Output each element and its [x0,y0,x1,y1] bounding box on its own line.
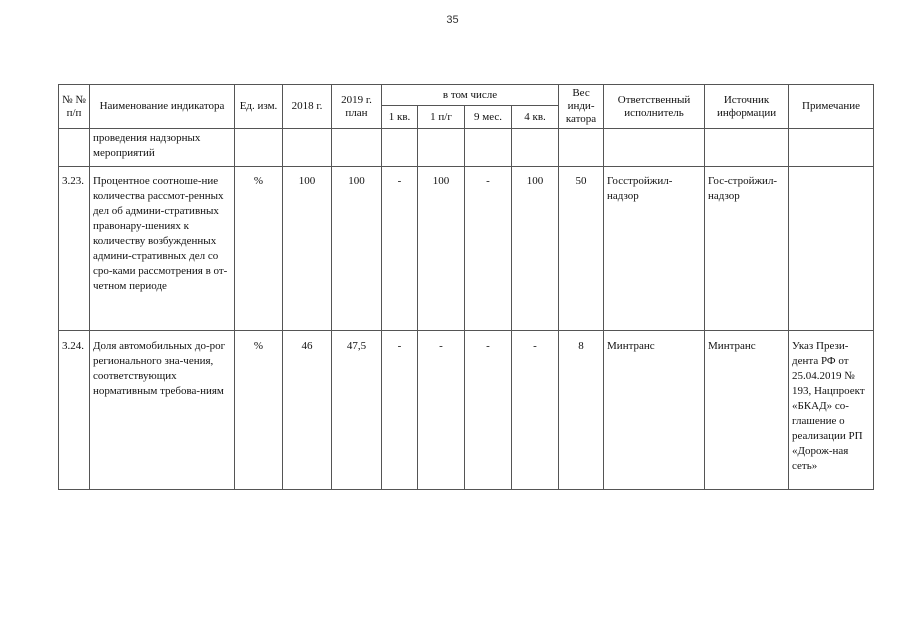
cell-9m: - [465,331,512,490]
cell-h1 [418,129,465,167]
cell-name: Доля автомобильных до-рог регионального зна-чения, соответствующих нормативным требова-ниям [90,331,235,490]
cell-q4: - [512,331,559,490]
header-responsible: Ответственный исполнитель [604,85,705,129]
header-note: Примечание [789,85,874,129]
cell-h1: - [418,331,465,490]
cell-2018 [283,129,332,167]
cell-name: проведения надзорных мероприятий [90,129,235,167]
header-2019-plan: 2019 г. план [332,85,382,129]
cell-note: Указ Прези-дента РФ от 25.04.2019 № 193, Нацпроект «БКАД» со-глашение о реализации РП «Дорож-ная сеть» [789,331,874,490]
cell-num: 3.24. [59,331,90,490]
cell-weight: 8 [559,331,604,490]
header-h1: 1 п/г [418,106,465,129]
header-q4: 4 кв. [512,106,559,129]
cell-unit: % [235,167,283,331]
cell-responsible: Минтранс [604,331,705,490]
page-number: 35 [446,14,459,26]
cell-note [789,167,874,331]
table-row [59,331,874,490]
cell-q1: - [382,331,418,490]
table-row [59,129,874,167]
header-num: № № п/п [59,85,90,129]
cell-2018: 100 [283,167,332,331]
cell-9m: - [465,167,512,331]
header-name: Наименование индикатора [90,85,235,129]
header-q1: 1 кв. [382,106,418,129]
cell-h1: 100 [418,167,465,331]
cell-num [59,129,90,167]
cell-q1 [382,129,418,167]
cell-unit: % [235,331,283,490]
header-9m: 9 мес. [465,106,512,129]
cell-source: Минтранс [705,331,789,490]
cell-weight: 50 [559,167,604,331]
cell-9m [465,129,512,167]
header-row-top [59,85,874,106]
cell-source [705,129,789,167]
cell-2019: 47,5 [332,331,382,490]
header-2018: 2018 г. [283,85,332,129]
indicators-table [58,84,874,490]
cell-name: Процентное соотноше-ние количества рассмот-ренных дел об админи-стративных правонару-шениях к количеству возбужденных админи-стративных дел со сро-ками рассмотрения в от-четном периоде [90,167,235,331]
cell-weight [559,129,604,167]
cell-note [789,129,874,167]
header-weight: Вес инди-катора [559,85,604,129]
cell-q4 [512,129,559,167]
cell-2018: 46 [283,331,332,490]
cell-q1: - [382,167,418,331]
cell-source: Гос-стройжил-надзор [705,167,789,331]
header-including: в том числе [382,85,559,106]
cell-responsible: Госстройжил-надзор [604,167,705,331]
cell-num: 3.23. [59,167,90,331]
header-source: Источник информации [705,85,789,129]
cell-2019: 100 [332,167,382,331]
cell-q4: 100 [512,167,559,331]
table-row [59,167,874,331]
cell-2019 [332,129,382,167]
cell-responsible [604,129,705,167]
cell-unit [235,129,283,167]
header-unit: Ед. изм. [235,85,283,129]
